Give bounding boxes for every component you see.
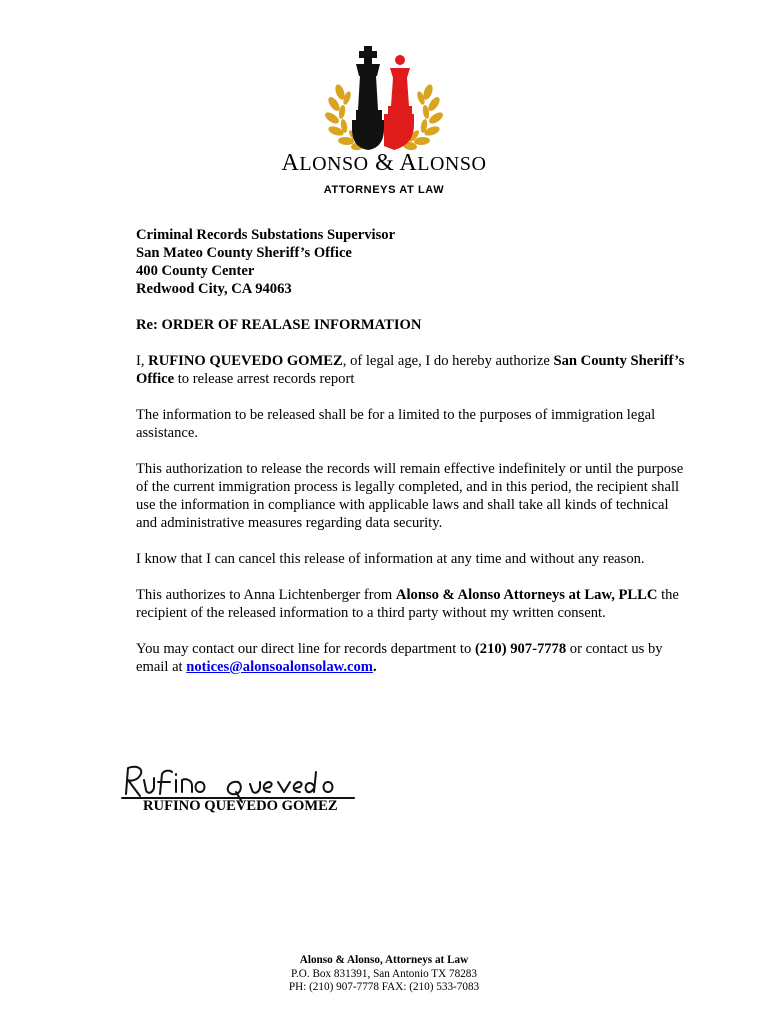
recipient-line: San Mateo County Sheriff’s Office [136,245,352,261]
footer-phone-fax: PH: (210) 907-7778 FAX: (210) 533-7083 [288,981,480,993]
office-name: San County Sheriff’s Office [136,353,685,387]
text-run: I, [136,353,149,369]
recipient-address [136,226,686,298]
phone-number: (210) 907-7778 [474,641,567,657]
text-run: the recipient of the released information to a third party without my written consent. [136,587,679,621]
recipient-line: 400 County Center [136,263,255,279]
text-run: or contact us by email at [136,641,663,675]
email-link[interactable]: notices@alonsoalonsolaw.com [186,659,373,675]
subject-line: Re: ORDER OF REALASE INFORMATION [136,317,422,333]
text-run: . [372,659,377,675]
purpose-paragraph: The information to be released shall be for a limited to the purposes of immigration legal assistance. [136,407,656,441]
authorization-paragraph [136,352,686,388]
contact-paragraph [136,640,686,676]
logo-name-left: LONSO [299,153,369,175]
signer-name: RUFINO QUEVEDO GOMEZ [143,798,338,814]
recipient-line: Redwood City, CA 94063 [136,281,292,297]
text-run: This authorizes to Anna Lichtenberger from [136,587,396,603]
logo-name-right: LONSO [417,153,487,175]
recipient-paragraph [136,586,686,622]
black-king-icon [352,46,384,150]
chess-pieces-laurel-icon [270,42,498,152]
logo-letter-left: A [281,150,300,176]
text-run: to release arrest records report [174,371,355,387]
effective-paragraph: This authorization to release the records will remain effective indefinitely or until the purpose of the current immigration process is legally completed, and in this period, the recipient shall use the information in compliance with applicable laws and shall take all kinds of technical and administrative measures regarding data security. [136,461,684,531]
footer-address: P.O. Box 831391, San Antonio TX 78283 [291,967,477,980]
red-queen-icon [384,55,414,150]
authorizer-name: RUFINO QUEVEDO GOMEZ [148,353,343,369]
cancel-paragraph: I know that I can cancel this release of information at any time and without any reason. [136,551,645,567]
logo-ampersand: & [375,150,395,176]
firm-logo [270,42,498,202]
text-run: You may contact our direct line for records department to [136,641,475,657]
recipient-line: Criminal Records Substations Supervisor [136,227,396,243]
firm-subtitle: ATTORNEYS AT LAW [323,184,445,196]
firm-name-text: Alonso & Alonso Attorneys at Law, PLLC [395,587,658,603]
letter-body [136,226,686,676]
firm-name-logo [0,150,768,177]
text-run: , of legal age, I do hereby authorize [342,353,554,369]
logo-letter-right: A [399,150,418,176]
footer [0,954,768,995]
footer-firm: Alonso & Alonso, Attorneys at Law [299,954,469,966]
